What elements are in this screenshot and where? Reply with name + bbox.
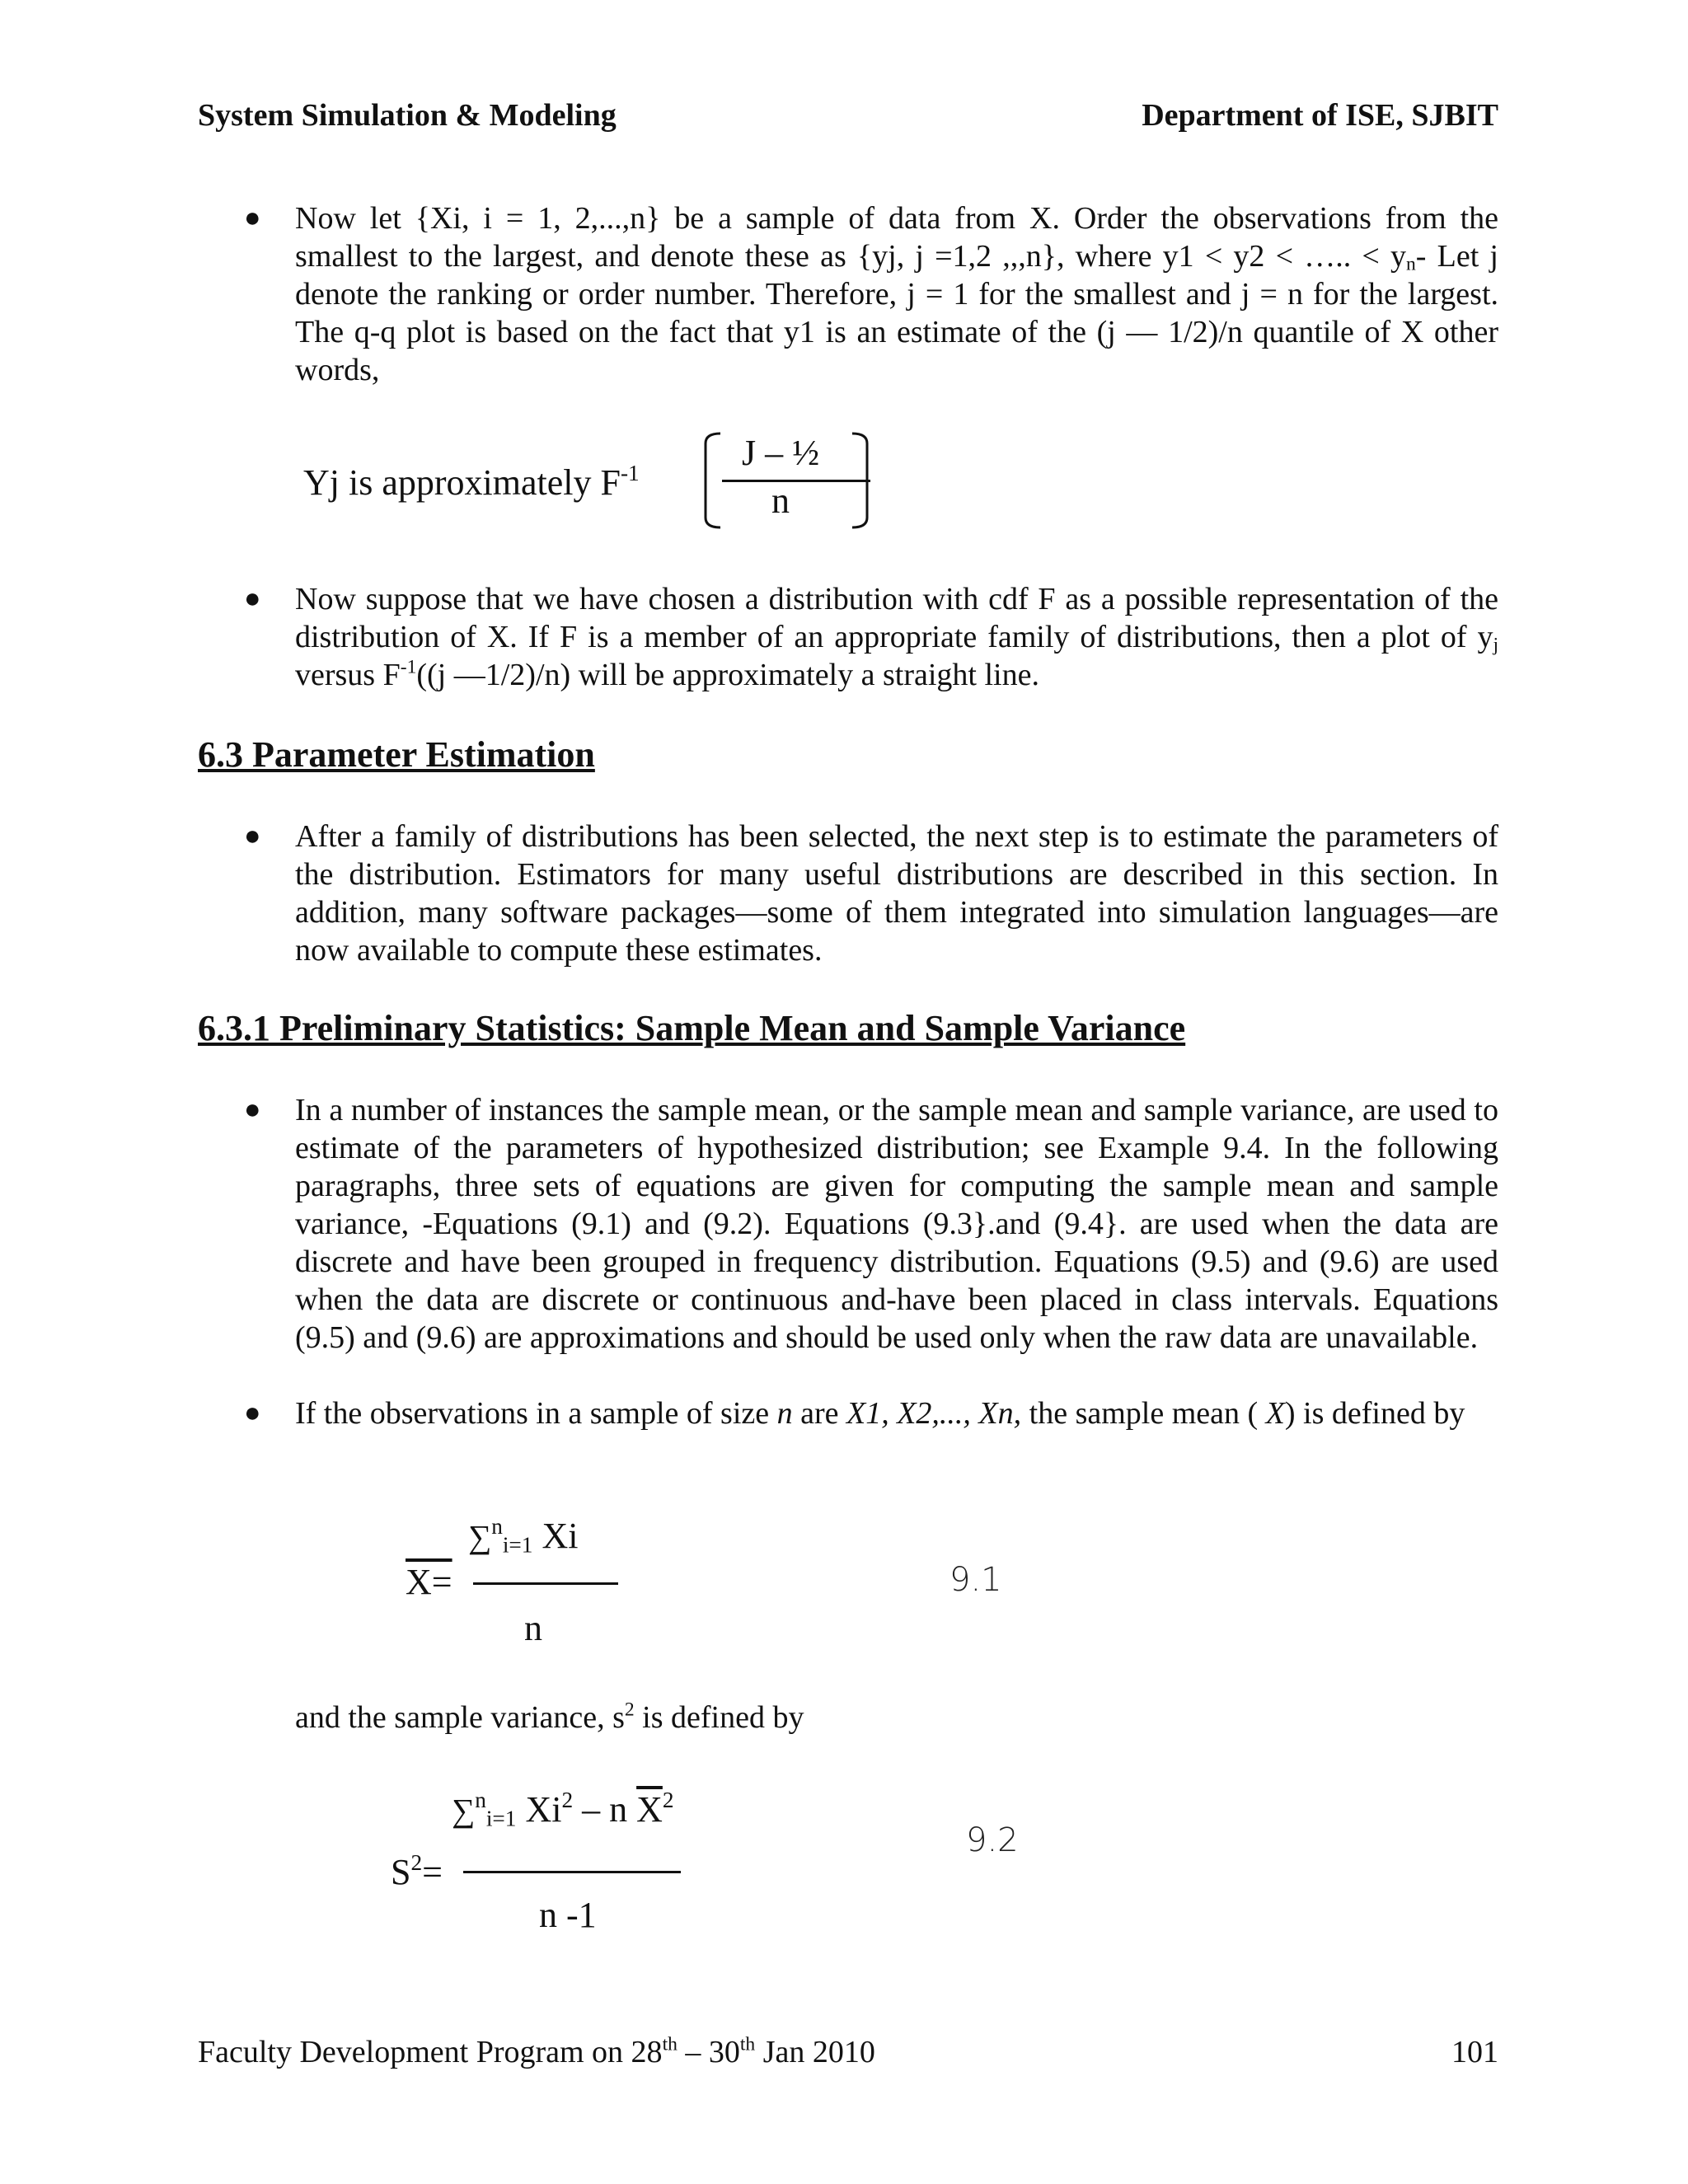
equation-lhs: Yj is approximately $F^{-1}$ (303, 461, 640, 503)
bullet-icon: ● (244, 1094, 261, 1125)
variance-intro: and the sample variance, $s^2$ is defined by (295, 1699, 804, 1735)
footer-program: Faculty Development Program on 28th – 30th Jan 2010 (198, 2033, 875, 2069)
header-department: Department of ISE, SJBIT (1142, 98, 1498, 133)
bullet-icon: ● (244, 583, 261, 614)
equation-number: 9.2 (966, 1821, 1019, 1859)
bullet-text: After a family of distributions has been selected, the next step is to estimate the parameters of the distribution. Estimators for many useful distributions are described in this section. In addition, many software packages—some of them integrated into simulation languages—are now available to compute these estimates. (295, 819, 1498, 968)
fraction-numerator: ∑$^n_{i=1}$ Xi$^2$ – n $\overline{X}^2$ (452, 1788, 674, 1831)
fraction-numerator: ∑$^n_{i=1}$ Xi (468, 1514, 579, 1558)
fraction-numerator: J – ½ (742, 433, 820, 473)
fraction-bar (473, 1582, 618, 1585)
header-title: System Simulation & Modeling (198, 98, 617, 133)
section-heading-parameter-estimation: 6.3 Parameter Estimation (198, 734, 595, 775)
bullet-text: If the observations in a sample of size n are X1, X2,..., Xn, the sample mean ( X) is defined by (295, 1396, 1465, 1431)
equation-lhs: $S^2=$ (391, 1850, 443, 1892)
bullet-icon: ● (244, 1398, 261, 1428)
equation-number: 9.1 (950, 1561, 1002, 1599)
bullet-icon: ● (244, 821, 261, 851)
page-number: 101 (1451, 2035, 1498, 2069)
fraction-denominator: n -1 (539, 1895, 597, 1935)
equation-qq-quantile (303, 429, 897, 536)
fraction-bar (722, 480, 870, 482)
bullet-text: Now suppose that we have chosen a distribution with cdf F as a possible representation of the distribution of X. If F is a member of an appropriate family of distributions, then a plot of $y_j$ versus $F^{-1}((j$ —1/2)/n) will be approximately a straight line. (295, 582, 1498, 692)
equation-lhs: X= (406, 1562, 452, 1602)
section-heading-preliminary-statistics: 6.3.1 Preliminary Statistics: Sample Mean and Sample Variance (198, 1008, 1186, 1048)
fraction-bar (463, 1871, 681, 1873)
fraction-denominator: n (524, 1608, 542, 1648)
bullet-icon: ● (244, 203, 261, 233)
fraction-denominator: n (771, 480, 790, 521)
bullet-text: Now let {Xi, i = 1, 2,...,n} be a sample of data from X. Order the observations from the smallest to the largest, and denote these as {yj, j =1,2 ,,,n}, where y1 < y2 < ….. < $y_n-$ Let j denote the ranking or order number. Therefore, j = 1 for the smallest and j = n for the largest. The q-q plot is based on the fact that y1 is an estimate of the (j — 1/2)/n quantile of X other words, (295, 201, 1498, 387)
bullet-text: In a number of instances the sample mean, or the sample mean and sample variance, are used to estimate of the parameters of hypothesized distribution; see Example 9.4. In the following paragraphs, three sets of equations are given for computing the sample mean and sample variance, -Equations (9.1) and (9.2). Equations (9.3}.and (9.4}. are used when the data are discrete and have been grouped in frequency distribution. Equations (9.5) and (9.6) are used when the data are discrete or continuous and-have been placed in class intervals. Equations (9.5) and (9.6) are approximations and should be used only when the raw data are unavailable. (295, 1093, 1498, 1355)
